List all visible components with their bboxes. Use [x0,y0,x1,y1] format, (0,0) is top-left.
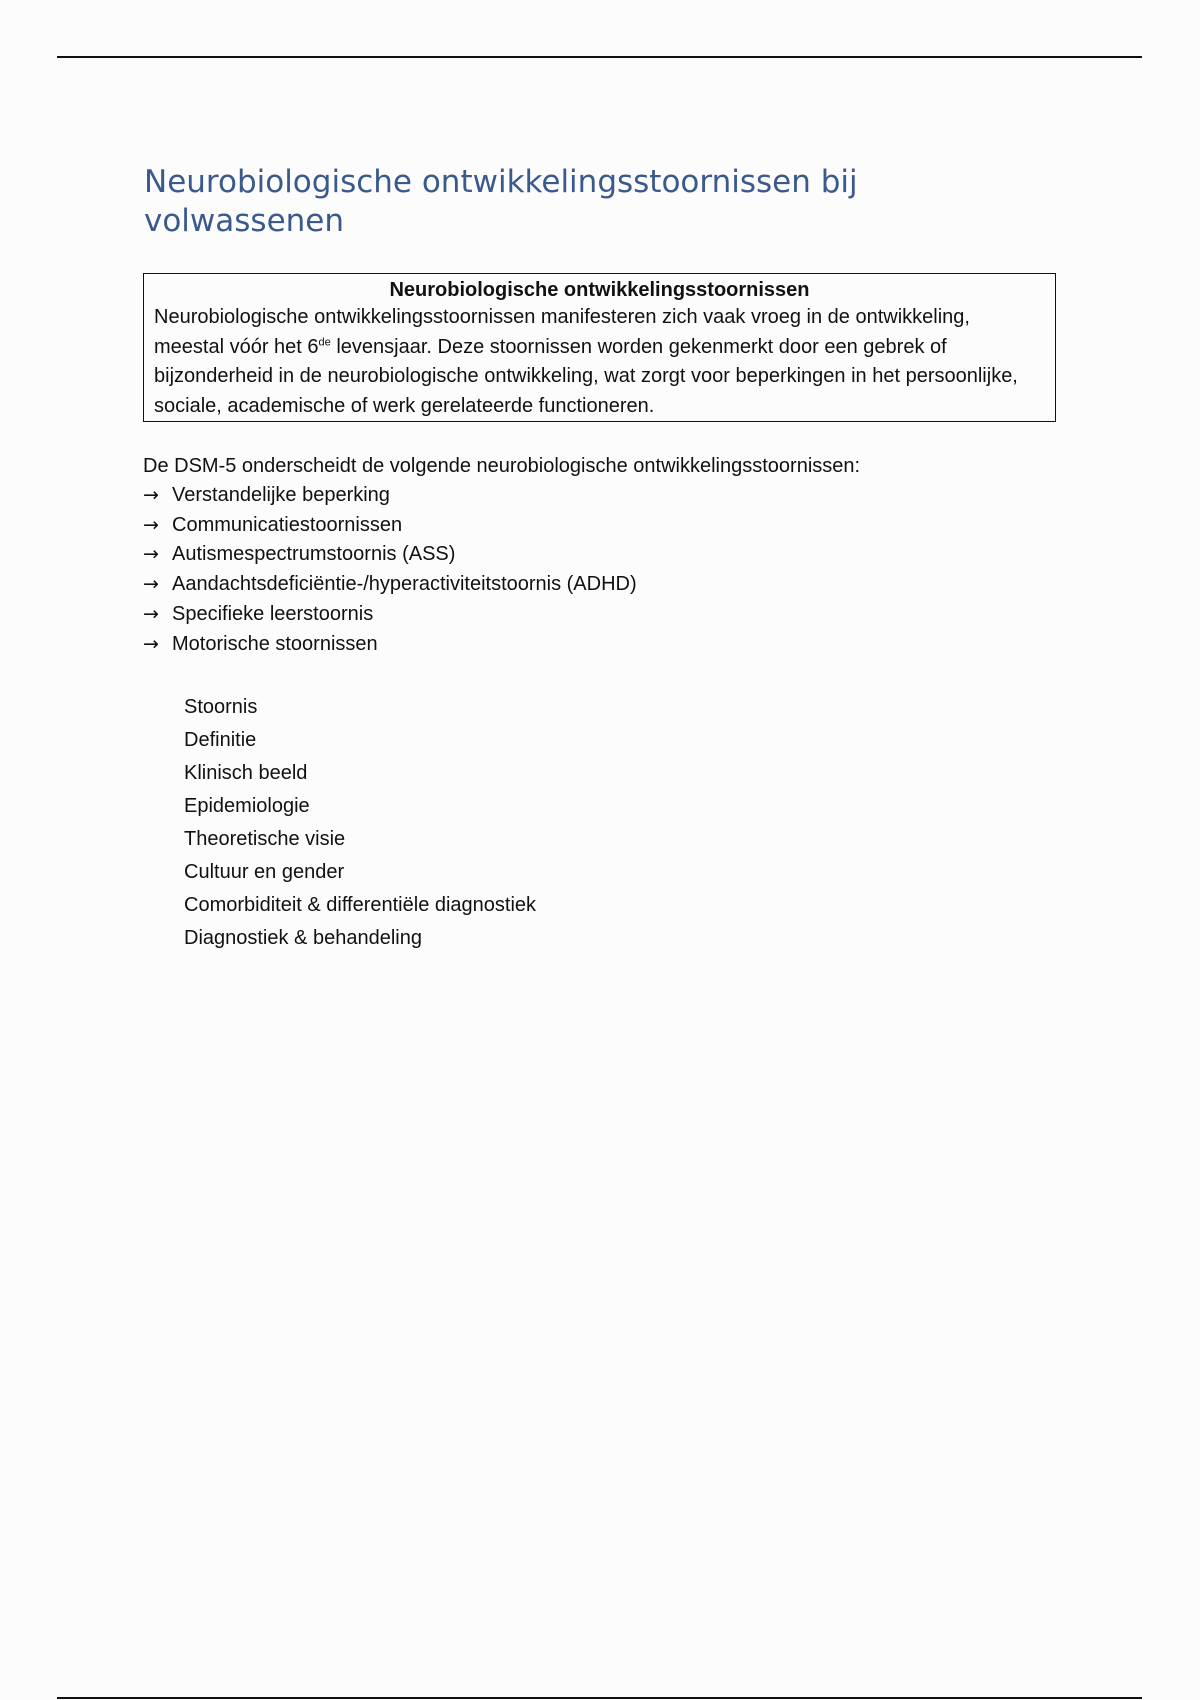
page-title: Neurobiologische ontwikkelingsstoornissen bij volwassenen [144,164,858,239]
arrow-right-icon: → [143,632,159,655]
topic-item: Comorbiditeit & differentiële diagnostiek [184,894,537,916]
definition-box [143,273,1056,422]
disorder-item [143,511,637,541]
disorder-item [143,540,637,570]
ordinal-superscript: de [318,335,331,348]
disorder-label: Specifieke leerstoornis [172,602,374,625]
arrow-right-icon: → [143,573,159,596]
arrow-right-icon: → [143,484,159,506]
intro-sentence: De DSM-5 onderscheidt de volgende neurobiologische ontwikkelingsstoornissen: [143,455,861,477]
topic-item: Cultuur en gender [184,861,345,883]
arrow-right-icon: → [143,513,159,536]
disorder-label: Aandachtsdeficiëntie-/hyperactiviteitstoornis (ADHD) [172,573,637,596]
arrow-right-icon: → [143,602,159,625]
definition-text-part-1: Neurobiologische ontwikkelingsstoornissen manifesteren zich vaak vroeg in de ontwikkeling, meestal vóór het 6 [154,306,970,358]
disorder-label: Autismespectrumstoornis (ASS) [172,543,456,566]
header-rule [57,56,1142,58]
topic-list [184,691,536,955]
topic-item: Stoornis [184,696,258,718]
disorder-item [143,570,637,600]
topic-item: Definitie [184,729,257,751]
arrow-right-icon: → [143,543,159,566]
footer-rule [57,1697,1142,1699]
topic-item: Epidemiologie [184,795,310,817]
definition-box-heading: Neurobiologische ontwikkelingsstoornissen [389,279,810,301]
topic-item: Diagnostiek & behandeling [184,927,422,949]
topic-item: Theoretische visie [184,828,346,850]
definition-text-part-2: levensjaar. Deze stoornissen worden gekenmerkt door een gebrek of bijzonderheid in de neurobiologische ontwikkeling, wat zorgt voor beperkingen in het persoonlijke, sociale, academische of werk gerelateerde functioneren. [154,335,1018,417]
disorder-label: Verstandelijke beperking [172,484,390,506]
disorder-label: Communicatiestoornissen [172,513,403,536]
disorder-list [143,481,637,659]
disorder-item [143,481,637,511]
disorder-label: Motorische stoornissen [172,632,378,655]
definition-box-text [154,303,1045,421]
disorder-item [143,600,637,630]
topic-item: Klinisch beeld [184,762,308,784]
disorder-item [143,630,637,660]
